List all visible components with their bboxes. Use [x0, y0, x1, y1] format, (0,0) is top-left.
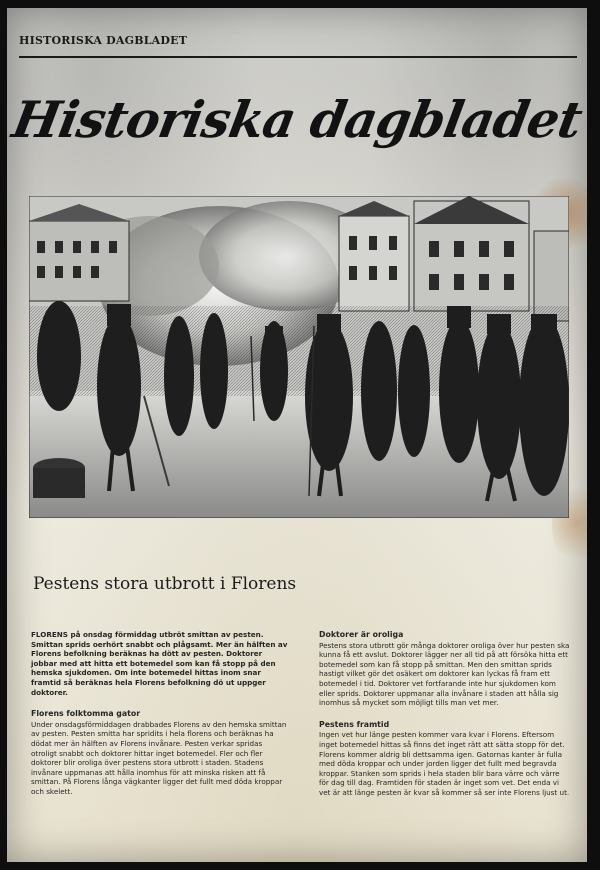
masthead-rule	[19, 56, 577, 58]
article-column-right	[319, 630, 571, 810]
masthead-small-title: HISTORISKA DAGBLADET	[19, 34, 188, 47]
section-heading-folktomma: Florens folktomma gator	[31, 709, 141, 719]
section-heading-oroliga: Doktorer är oroliga	[319, 630, 404, 639]
article-column-left	[31, 630, 289, 809]
article-headline: Pestens stora utbrott i Florens	[33, 574, 297, 594]
section-heading-framtid: Pestens framtid	[319, 719, 390, 729]
masthead-title: Historiska dagbladet	[8, 90, 586, 149]
article-lead: FLORENS på onsdag förmiddag utbröt smittan av pesten. Smittan sprids oerhört snabbt och plågsamt. Mer än hälften av Florens befolkning beräknas ha dött av pesten. Doktorer jobbar med att hitta ett botemedel som kan få stopp på den hemska sjukdomen. Om inte botemedel hittas inom snar framtid så beräknas hela Florens befolkning dö ut uppger doktorer.	[31, 630, 288, 697]
section-body-folktomma: Under onsdagsförmiddagen drabbades Florens av den hemska smittan av pesten. Pesten smitta har spridits i hela florens och beräknas ha dödat mer än hälften av Florens invånare. Pesten verkar spridas otroligt snabbt och doktorer hittar inget botemedel. Fler och fler doktorer blir oroliga över pestens stora utbrott i staden. Stadens invånare uppmanas att hålla inomhus för att minska risken att få smittan. På Florens långa vägkanter ligger det fullt med döda kroppar och skelett.	[31, 719, 287, 796]
newspaper-page	[7, 8, 587, 862]
section-body-framtid: Ingen vet hur länge pesten kommer vara kvar i Florens. Eftersom inget botemedel hittas så finns det inget rätt att sätta stopp för det. Florens kommer aldrig bli dettsamma igen. Gatornas kanter är fulla med döda kroppar och under jorden ligger det fullt med begravda kroppar. Stanken som sprids i hela staden blir bara värre och värre för dag till dag. Framtiden för staden är inget som vet. Det enda vi vet är att länge pesten är kvar så kommer så ser inte Florens ljust ut.	[319, 730, 570, 797]
engraving-plague-square-scene-icon	[29, 196, 569, 518]
section-body-oroliga: Pestens stora utbrott gör många doktorer oroliga över hur pesten ska kunna få ett avslut. Doktorer lägger ner all tid på att försöka hitta ett botemedel som kan få stopp på smittan. Men den smittan sprids hastigt vilket gör det osäkert om doktorer kan lyckas få fram ett botemedel i tid. Doktorer vet fortfarande inte hur sjukdomen kom eller sprids. Doktorer uppmanar alla invånare i staden att hålla sig inomhus så mycket som möjligt tills man vet mer.	[319, 640, 570, 708]
